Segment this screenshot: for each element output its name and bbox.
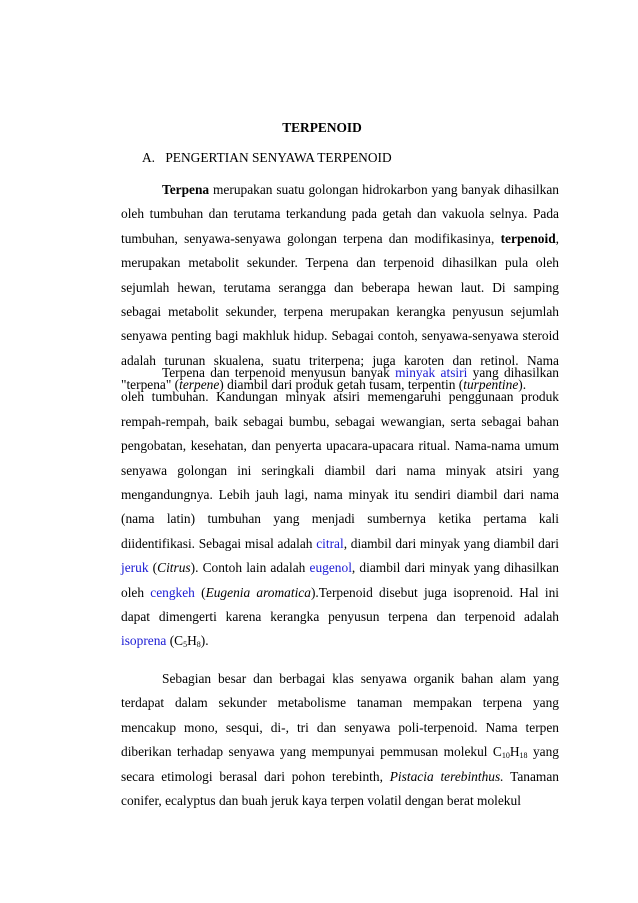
text-run: Terpena dan terpenoid menyusun banyak [162,365,396,380]
text-run: ). Contoh lain adalah [190,560,310,576]
link-citral[interactable]: citral [316,535,344,551]
text-run: H [509,744,520,760]
text-run: ). [200,633,209,649]
paragraph-2 [121,361,559,654]
term-terpenoid: terpenoid [500,230,556,246]
subscript: 10 [501,751,510,761]
italic-pistacia-terebinthus: Pistacia terebinthus. [389,768,504,784]
italic-citrus: Citrus [157,560,191,576]
text-run: ( [194,584,206,600]
page-title: TERPENOID [282,120,362,135]
italic-eugenia-aromatica: Eugenia aromatica [205,584,311,600]
text-run: H [187,633,197,649]
link-cengkeh[interactable]: cengkeh [150,584,195,600]
section-label: PENGERTIAN SENYAWA TERPENOID [165,150,392,165]
text-run: yang dihasilkan oleh tumbuhan. Kandungan minyak atsiri memengaruhi penggunaan produk rempah-rempah, baik sebagai bumbu, sebagai wewangian, serta sebagai bahan pengobatan, kesehatan, dan penyerta upacara-upacara ritual. Nama-nama umum senyawa golongan ini seringkali diambil dari nama minyak atsiri yang mengandungnya. Lebih jauh lagi, nama minyak itu sendiri diambil dari nama (nama latin) tumbuhan yang menjadi sumbernya ketika pertama kali diidentifikasi. Sebagai misal adalah [121,365,560,551]
text-run: , diambil dari minyak yang dihasilkan oleh [121,560,560,600]
italic-turpentine: turpentine [463,377,519,393]
text-run: ( [148,560,158,576]
section-number: A. [142,150,156,165]
link-jeruk[interactable]: jeruk [121,560,149,576]
text-run: Tanaman conifer, ecalyptus dan buah jeruk kaya terpen volatil dengan berat molekul [121,768,559,809]
text-run: Sebagian besar dan berbagai klas senyawa organik bahan alam yang terdapat dalam sekunder metabolisme tanaman mempakan terpena yang mencakup mono, sesqui, di-, tri dan senyawa poli-terpenoid. Nama terpen diberikan terhadap senyawa yang mempunyai pemmusan molekul C [121,671,559,760]
link-isoprena[interactable]: isoprena [121,633,167,649]
section-heading [142,150,392,166]
subscript: 5 [183,640,188,650]
text-run: , diambil dari minyak yang diambil dari [343,535,559,551]
text-run: ). [518,377,527,393]
link-eugenol[interactable]: eugenol [309,560,352,576]
text-run: ).Terpenoid disebut juga isoprenoid. Hal ini dapat dimengerti karena kerangka penyusun terpena dan terpenoid adalah [121,584,559,625]
text-run: , merupakan metabolit sekunder. Terpena dan terpenoid dihasilkan pula oleh sejumlah hewan, terutama serangga dan beberapa hewan laut. Di samping sebagai metabolit sekunder, terpena merupakan kerangka penyusun sejumlah senyawa penting bagi makhluk hidup. Sebagai contoh, senyawa-senyawa steroid adalah turunan skualena, suatu triterpena; juga karoten dan retinol. Nama "terpena" ( [121,230,559,393]
term-terpena: Terpena [162,182,210,197]
text-run: yang secara etimologi berasal dari pohon terebinth, [121,744,559,784]
text-run: (C [166,633,184,649]
link-minyak-atsiri[interactable]: minyak atsiri [395,365,468,380]
text-run: ) diambil dari produk getah tusam, terpentin ( [219,377,464,393]
paragraph-3 [121,667,559,813]
subscript: 18 [519,751,528,761]
text-run: merupakan suatu golongan hidrokarbon yang banyak dihasilkan oleh tumbuhan dan terutama terkandung pada getah dan vakuola selnya. Pada tumbuhan, senyawa-senyawa golongan terpena dan modifikasinya, [121,182,559,246]
italic-terpene: terpene [179,377,220,393]
subscript: 8 [196,640,201,650]
